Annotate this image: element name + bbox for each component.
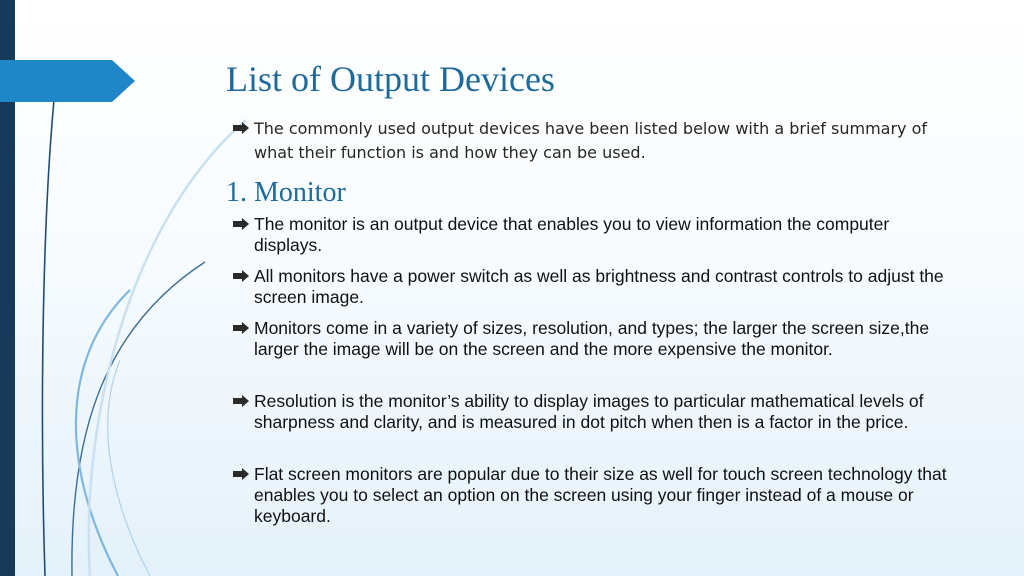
- title-tab: [0, 60, 135, 102]
- bullet-text: Monitors come in a variety of sizes, resolution, and types; the larger the screen size,the larger the image will be on the screen and the more expensive the monitor.: [254, 318, 930, 359]
- right-arrow-icon: [228, 464, 254, 480]
- slide-title: List of Output Devices: [226, 59, 555, 99]
- bullet-text: All monitors have a power switch as well as brightness and contrast controls to adjust the screen image.: [254, 266, 944, 307]
- right-arrow-icon: [228, 391, 254, 407]
- bullet-item: [228, 318, 958, 360]
- intro-text: The commonly used output devices have been listed below with a brief summary of what their function is and how they can be used.: [254, 119, 928, 162]
- bullet-item: [228, 266, 958, 308]
- bullet-text: Flat screen monitors are popular due to their size as well for touch screen technology that enables you to select an option on the screen using your finger instead of a mouse or keyboard.: [254, 464, 947, 526]
- right-arrow-icon: [228, 214, 254, 230]
- bullet-text: Resolution is the monitor’s ability to display images to particular mathematical levels of sharpness and clarity, and is measured in dot pitch when then is a factor in the price.: [254, 391, 924, 432]
- right-arrow-icon: [228, 117, 254, 134]
- right-arrow-icon: [228, 266, 254, 282]
- right-arrow-icon: [228, 318, 254, 334]
- intro-bullet: [228, 117, 958, 165]
- bullet-text: The monitor is an output device that enables you to view information the computer displays.: [254, 214, 890, 255]
- bullet-item: [228, 214, 958, 256]
- section-title-monitor: 1. Monitor: [226, 177, 346, 208]
- bullet-item: [228, 464, 958, 527]
- bullet-item: [228, 391, 958, 433]
